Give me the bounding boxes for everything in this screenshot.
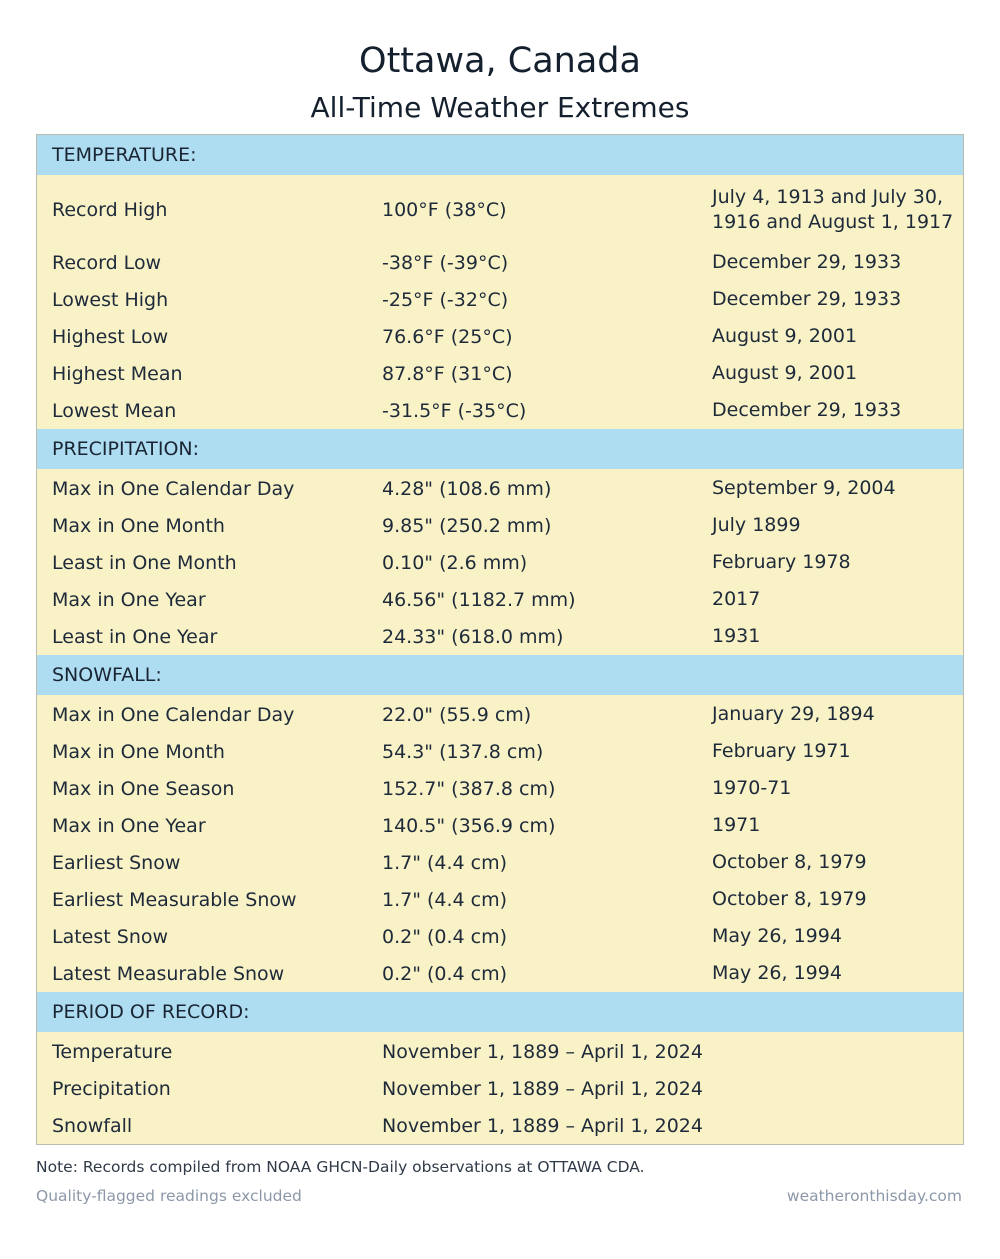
record-name: Max in One Year <box>52 814 206 837</box>
table-row <box>37 318 963 355</box>
section-header-period-of-record: PERIOD OF RECORD: <box>37 992 963 1032</box>
table-row <box>37 281 963 318</box>
record-date: July 4, 1913 and July 30, 1916 and August 1, 1917 <box>712 186 954 233</box>
record-date: August 9, 2001 <box>712 362 858 384</box>
record-value: 9.85" (250.2 mm) <box>382 514 552 537</box>
record-name: Record High <box>52 199 168 221</box>
record-date: December 29, 1933 <box>712 251 902 273</box>
record-name: Least in One Month <box>52 551 237 574</box>
table-row <box>37 392 963 429</box>
record-value: November 1, 1889 – April 1, 2024 <box>382 1077 703 1100</box>
record-date: August 9, 2001 <box>712 325 858 347</box>
section-body-temperature <box>37 175 963 429</box>
table-row <box>37 544 963 581</box>
record-value: -38°F (-39°C) <box>382 251 509 274</box>
record-date: January 29, 1894 <box>712 703 875 725</box>
footer-site-credit: weatheronthisday.com <box>786 1187 962 1205</box>
record-value: -31.5°F (-35°C) <box>382 399 527 422</box>
page-subtitle: All-Time Weather Extremes <box>310 91 690 124</box>
record-name: Earliest Measurable Snow <box>52 888 297 911</box>
record-name: Max in One Calendar Day <box>52 703 295 726</box>
table-row <box>37 918 963 955</box>
record-value: 100°F (38°C) <box>382 199 507 221</box>
record-date: 1971 <box>712 814 761 836</box>
record-name: Latest Snow <box>52 925 169 948</box>
record-name: Record Low <box>52 251 162 274</box>
record-name: Lowest Mean <box>52 399 177 422</box>
record-value: 0.2" (0.4 cm) <box>382 962 508 985</box>
record-name: Max in One Year <box>52 588 206 611</box>
section-header-temperature: TEMPERATURE: <box>37 135 963 175</box>
record-value: November 1, 1889 – April 1, 2024 <box>382 1114 703 1137</box>
record-value: 76.6°F (25°C) <box>382 325 513 348</box>
table-row <box>37 1033 963 1070</box>
table-row <box>37 244 963 281</box>
record-value: 0.10" (2.6 mm) <box>382 551 528 574</box>
section-body-period-of-record <box>37 1032 963 1144</box>
table-row <box>37 618 963 655</box>
record-name: Max in One Month <box>52 514 225 537</box>
table-row <box>37 1107 963 1144</box>
record-name: Highest Mean <box>52 362 183 385</box>
record-value: 87.8°F (31°C) <box>382 362 513 385</box>
record-date: 1970-71 <box>712 777 792 799</box>
table-row <box>37 470 963 507</box>
record-name: Max in One Season <box>52 777 235 800</box>
table-row <box>37 1070 963 1107</box>
table-row <box>37 844 963 881</box>
record-date: September 9, 2004 <box>712 477 896 499</box>
record-date: 2017 <box>712 588 761 610</box>
table-row <box>37 807 963 844</box>
record-date: December 29, 1933 <box>712 399 902 421</box>
table-row <box>37 507 963 544</box>
record-value: 46.56" (1182.7 mm) <box>382 588 576 611</box>
record-name: Earliest Snow <box>52 851 181 874</box>
record-name: Max in One Month <box>52 740 225 763</box>
record-value: 152.7" (387.8 cm) <box>382 777 556 800</box>
footer-quality-flag: Quality-flagged readings excluded <box>36 1187 302 1205</box>
footer-note: Note: Records compiled from NOAA GHCN-Daily observations at OTTAWA CDA. <box>36 1158 645 1176</box>
extremes-table <box>36 134 964 1145</box>
section-header-snowfall: SNOWFALL: <box>37 655 963 695</box>
record-date: October 8, 1979 <box>712 851 867 873</box>
section-header-precipitation: PRECIPITATION: <box>37 429 963 469</box>
record-date: July 1899 <box>712 514 801 536</box>
section-body-precipitation <box>37 469 963 655</box>
record-date: May 26, 1994 <box>712 925 842 947</box>
table-row <box>37 955 963 992</box>
record-value: 24.33" (618.0 mm) <box>382 625 564 648</box>
record-date: May 26, 1994 <box>712 962 842 984</box>
table-row <box>37 881 963 918</box>
record-value: 54.3" (137.8 cm) <box>382 740 544 763</box>
table-row <box>37 176 963 244</box>
record-date: October 8, 1979 <box>712 888 867 910</box>
record-name: Least in One Year <box>52 625 218 648</box>
record-name: Lowest High <box>52 288 169 311</box>
record-date: February 1978 <box>712 551 851 573</box>
record-name: Snowfall <box>52 1114 133 1137</box>
record-name: Temperature <box>52 1040 173 1063</box>
record-value: -25°F (-32°C) <box>382 288 509 311</box>
table-row <box>37 770 963 807</box>
record-value: November 1, 1889 – April 1, 2024 <box>382 1040 703 1063</box>
record-value: 0.2" (0.4 cm) <box>382 925 508 948</box>
table-row <box>37 696 963 733</box>
table-row <box>37 733 963 770</box>
page-title: Ottawa, Canada <box>359 41 641 81</box>
record-value: 22.0" (55.9 cm) <box>382 703 532 726</box>
record-value: 140.5" (356.9 cm) <box>382 814 556 837</box>
table-row <box>37 581 963 618</box>
record-name: Precipitation <box>52 1077 171 1100</box>
record-name: Highest Low <box>52 325 169 348</box>
record-date: December 29, 1933 <box>712 288 902 310</box>
section-body-snowfall <box>37 695 963 992</box>
record-value: 1.7" (4.4 cm) <box>382 851 508 874</box>
record-value: 1.7" (4.4 cm) <box>382 888 508 911</box>
record-name: Latest Measurable Snow <box>52 962 285 985</box>
record-date: February 1971 <box>712 740 851 762</box>
record-value: 4.28" (108.6 mm) <box>382 477 552 500</box>
record-name: Max in One Calendar Day <box>52 477 295 500</box>
table-row <box>37 355 963 392</box>
record-date: 1931 <box>712 625 761 647</box>
